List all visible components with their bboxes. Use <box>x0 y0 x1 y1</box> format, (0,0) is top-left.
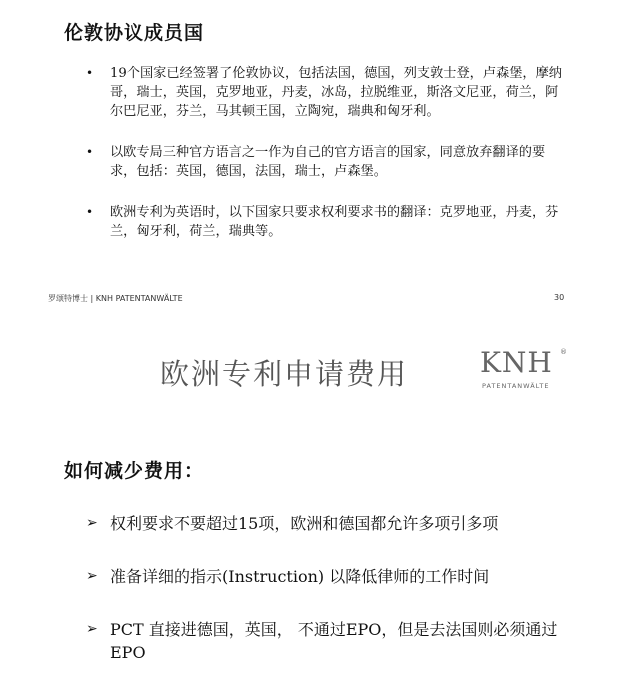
bullet-dot-icon: • <box>86 205 94 219</box>
bullet-list <box>86 512 566 664</box>
bullet-text: 准备详细的指示(Instruction) 以降低律师的工作时间 <box>110 567 490 586</box>
list-item <box>86 618 566 664</box>
section-heading: 如何减少费用： <box>64 460 205 482</box>
slide-title: 伦敦协议成员国 <box>64 22 205 44</box>
list-item <box>82 64 562 121</box>
bullet-dot-icon: • <box>86 66 94 80</box>
logo-subtitle: PATENTANWÄLTE <box>482 382 550 390</box>
logo-main-text: KNH <box>480 346 553 379</box>
arrow-bullet-icon: ➢ <box>86 568 98 584</box>
slide-london-agreement <box>0 0 622 318</box>
slide-title: 欧洲专利申请费用 <box>160 357 409 391</box>
bullet-text: 以欧专局三种官方语言之一作为自己的官方语言的国家，同意放弃翻译的要求，包括：英国，德国，法国，瑞士，卢森堡。 <box>110 145 546 179</box>
list-item <box>86 512 566 535</box>
bullet-text: PCT 直接进德国，英国， 不通过EPO，但是去法国则必须通过EPO <box>110 620 558 662</box>
slide-european-patent-costs <box>0 318 622 687</box>
page-number: 30 <box>554 293 565 302</box>
bullet-text: 欧洲专利为英语时，以下国家只要求权利要求书的翻译：克罗地亚，丹麦，芬兰，匈牙利，荷兰，瑞典等。 <box>110 205 559 239</box>
bullet-text: 权利要求不要超过15项，欧洲和德国都允许多项引多项 <box>110 514 499 533</box>
list-item <box>82 143 562 181</box>
bullet-list <box>82 64 562 263</box>
knh-logo <box>480 346 570 394</box>
arrow-bullet-icon: ➢ <box>86 621 98 637</box>
list-item <box>82 203 562 241</box>
slide-footer: 罗颂特博士 | KNH PATENTANWÄLTE <box>48 294 183 303</box>
registered-mark: ® <box>560 348 567 356</box>
arrow-bullet-icon: ➢ <box>86 515 98 531</box>
list-item <box>86 565 566 588</box>
bullet-text: 19个国家已经签署了伦敦协议，包括法国，德国，列支敦士登，卢森堡，摩纳哥，瑞士，英国，克罗地亚，丹麦，冰岛，拉脱维亚，斯洛文尼亚，荷兰，阿尔巴尼亚，芬兰，马其顿王国，立陶宛，瑞典和匈牙利。 <box>110 66 562 119</box>
bullet-dot-icon: • <box>86 145 94 159</box>
